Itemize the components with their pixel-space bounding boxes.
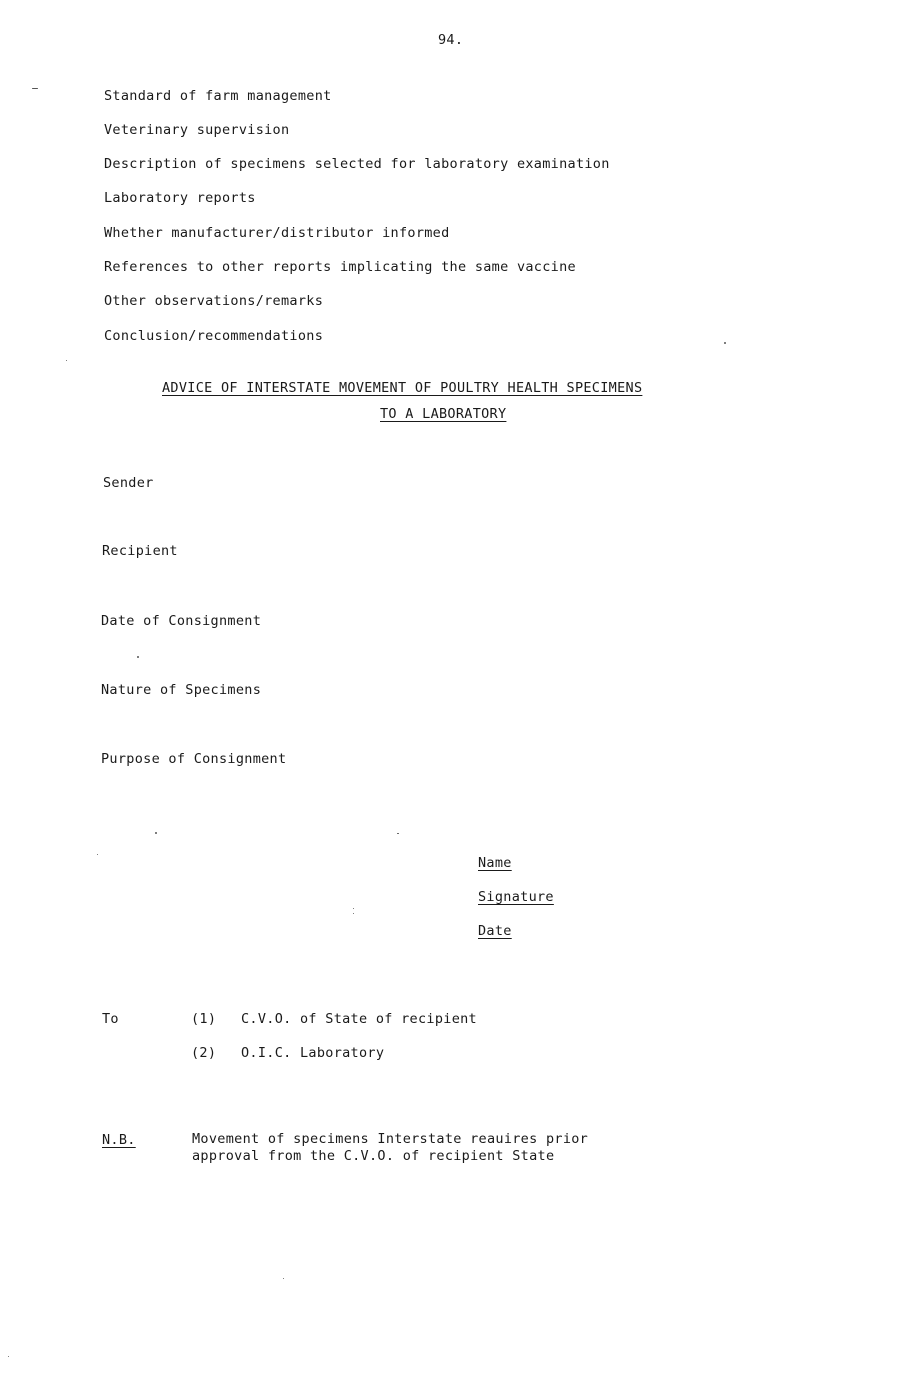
advice-field-sender: Sender [103, 475, 154, 491]
scan-speck [66, 360, 67, 361]
signoff-date: Date [478, 923, 512, 939]
advice-field-nature-specimens: Nature of Specimens [101, 682, 262, 698]
signoff-signature: Signature [478, 889, 554, 905]
field-laboratory-reports: Laboratory reports [104, 190, 256, 206]
nb-text-line1: Movement of specimens Interstate reauires prior [192, 1131, 589, 1147]
field-references: References to other reports implicating the same vaccine [104, 259, 576, 275]
advice-field-date-consignment: Date of Consignment [101, 613, 262, 629]
to-label: To [102, 1011, 119, 1027]
scan-speck [155, 832, 157, 834]
field-veterinary-supervision: Veterinary supervision [104, 122, 290, 138]
field-farm-management: Standard of farm management [104, 88, 332, 104]
advice-field-recipient: Recipient [102, 543, 178, 559]
to-item-1-number: (1) [191, 1011, 217, 1027]
scan-speck [32, 88, 38, 89]
advice-title-line1: ADVICE OF INTERSTATE MOVEMENT OF POULTRY HEALTH SPECIMENS [162, 380, 643, 396]
nb-label: N.B. [102, 1132, 136, 1148]
field-observations: Other observations/remarks [104, 293, 324, 309]
signoff-name: Name [478, 855, 512, 871]
scan-speck [353, 913, 354, 914]
scan-speck [8, 1356, 9, 1357]
field-manufacturer-informed: Whether manufacturer/distributor informed [104, 225, 450, 241]
page-number: 94. [438, 32, 464, 48]
advice-title-line2: TO A LABORATORY [380, 406, 507, 422]
field-specimens-description: Description of specimens selected for laboratory examination [104, 156, 610, 172]
nb-text-line2: approval from the C.V.O. of recipient State [192, 1148, 555, 1164]
to-item-2-text: O.I.C. Laboratory [241, 1045, 385, 1061]
scan-speck [724, 342, 726, 344]
to-item-2-number: (2) [191, 1045, 217, 1061]
scan-speck [97, 854, 98, 855]
scan-speck [353, 908, 354, 909]
scan-speck [283, 1278, 284, 1279]
scan-speck [397, 833, 399, 834]
field-conclusion: Conclusion/recommendations [104, 328, 324, 344]
advice-field-purpose: Purpose of Consignment [101, 751, 287, 767]
to-item-1-text: C.V.O. of State of recipient [241, 1011, 477, 1027]
scan-speck [137, 656, 139, 658]
